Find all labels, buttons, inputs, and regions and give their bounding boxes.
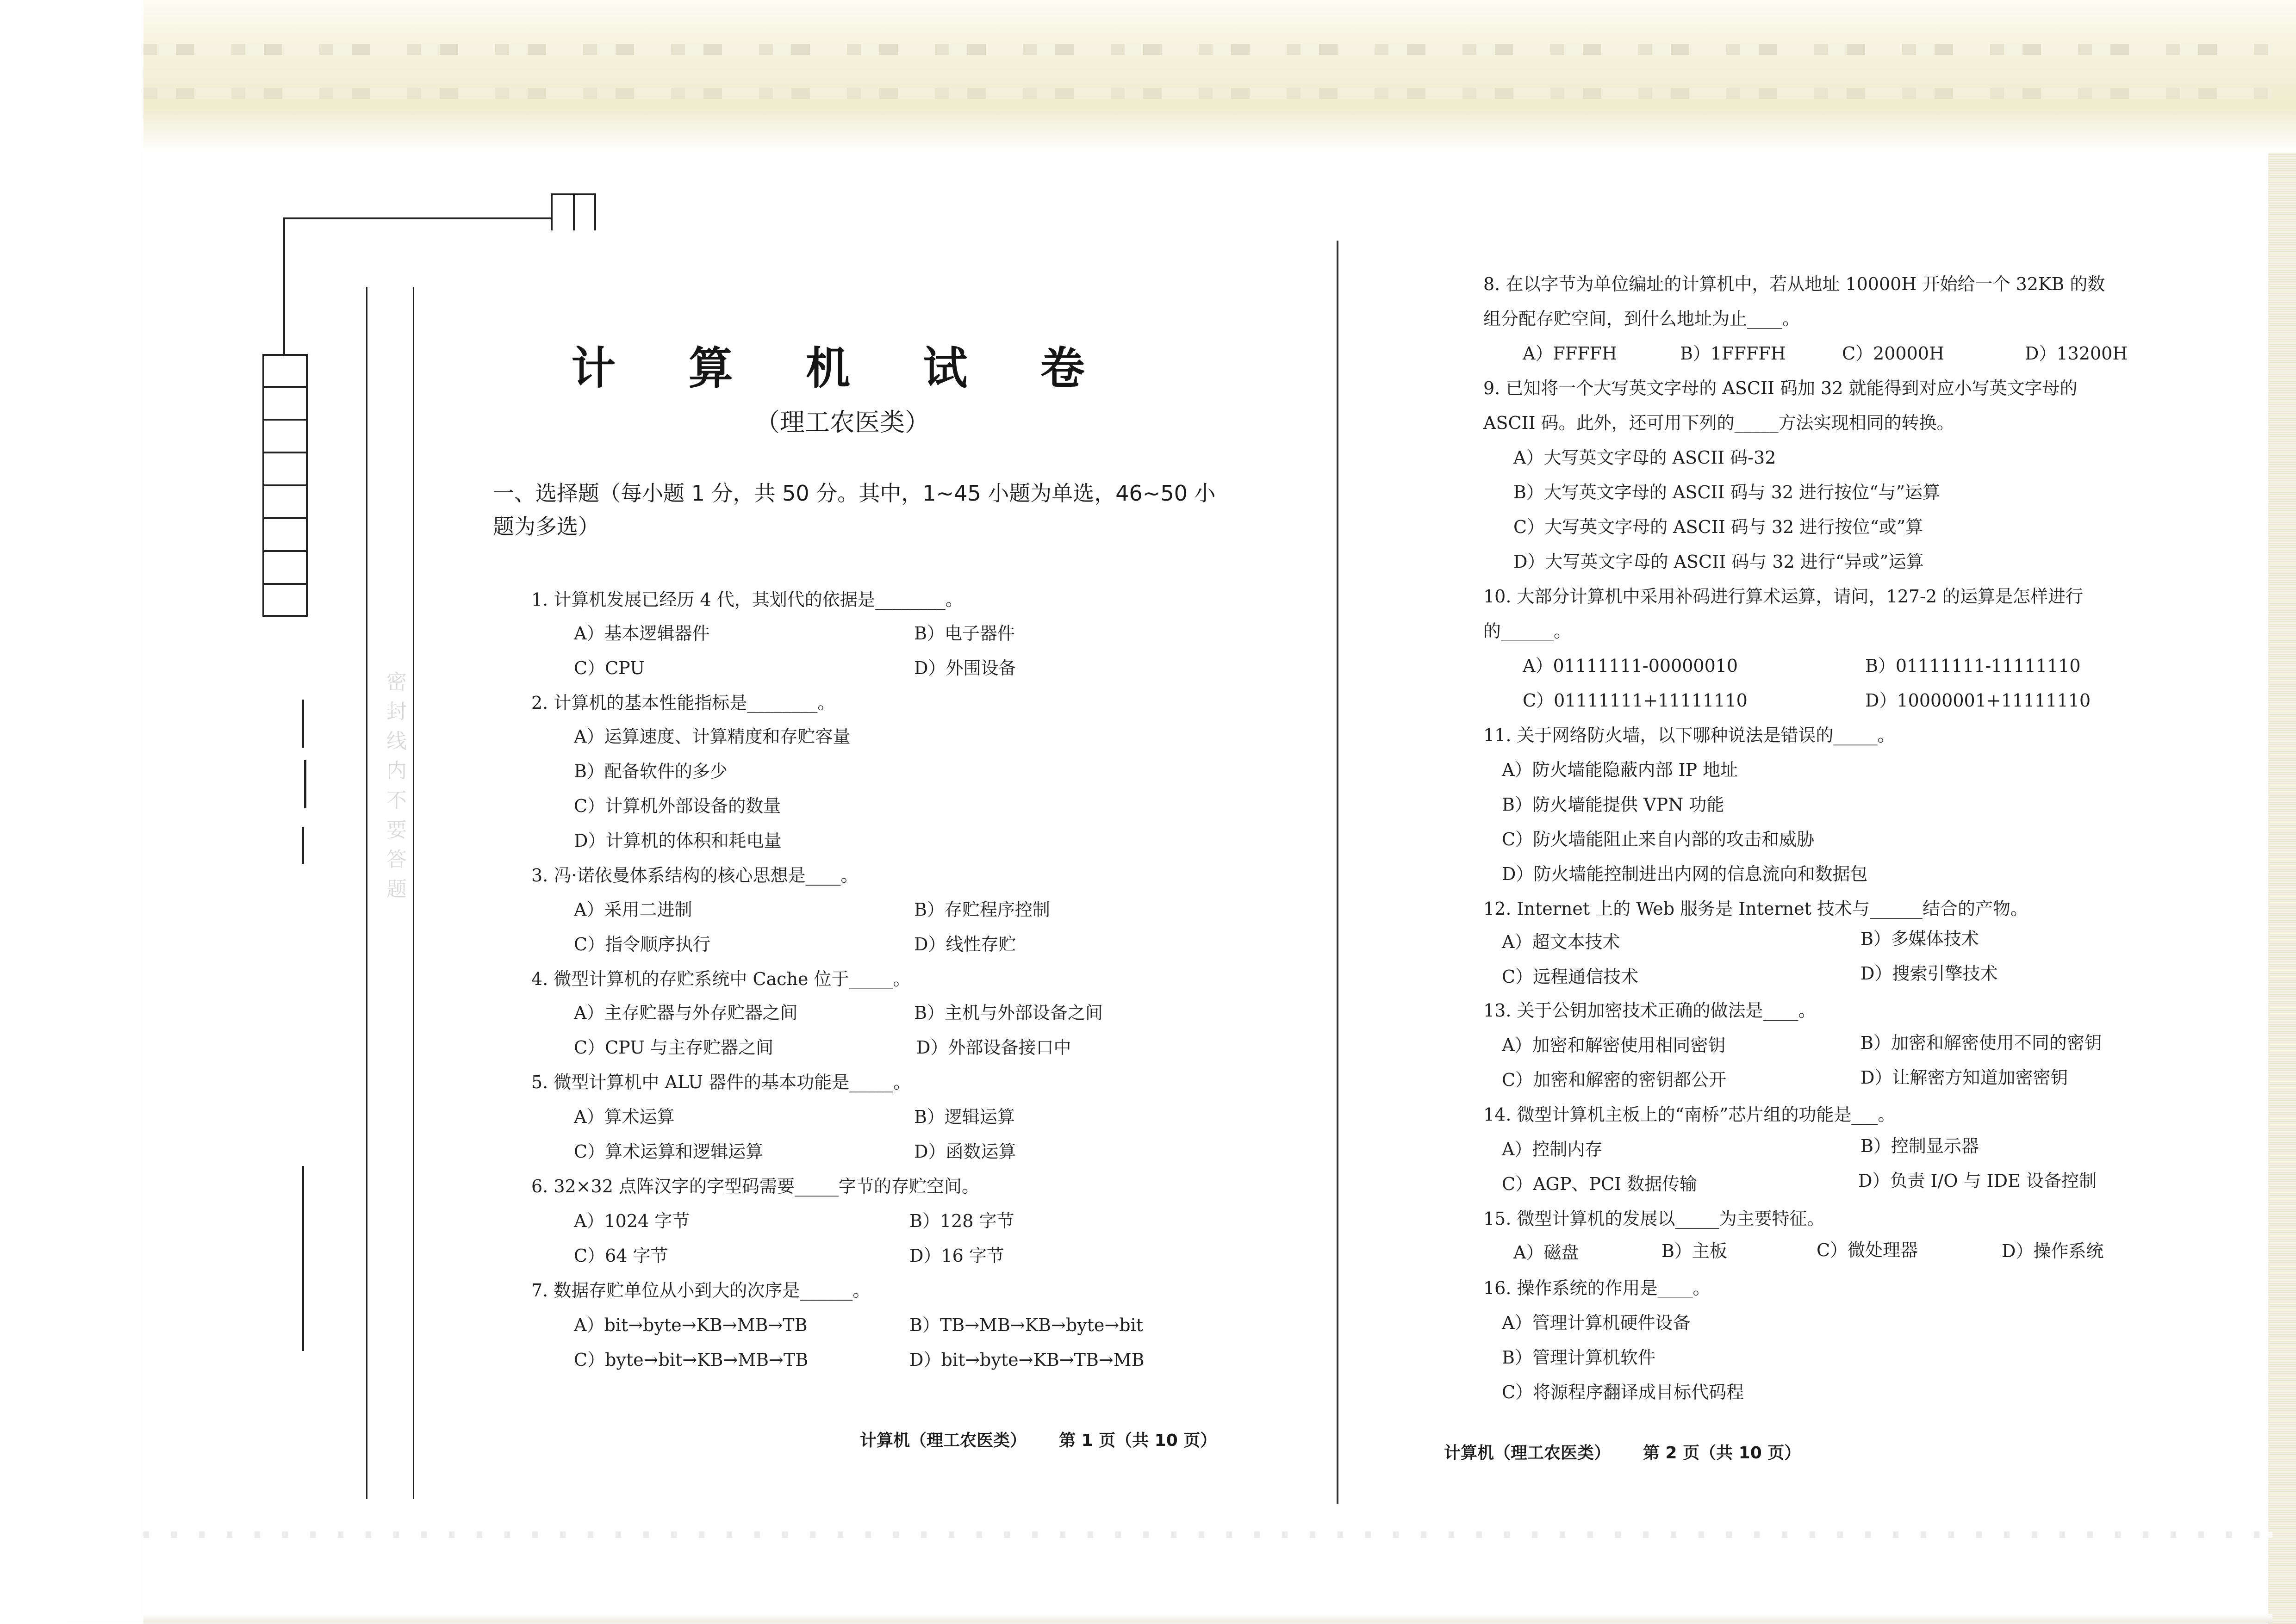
- option-9a: A）大写英文字母的 ASCII 码-32: [1513, 447, 1776, 468]
- option-13d: D）让解密方知道加密密钥: [1860, 1067, 2068, 1088]
- question-number: 7.: [531, 1280, 548, 1301]
- question-15: 15. 微型计算机的发展以_____为主要特征。: [1483, 1209, 1825, 1229]
- exam-title: 计 算 机 试 卷: [571, 342, 1114, 394]
- option-1b: B）电子器件: [914, 623, 1015, 644]
- option-6b: B）128 字节: [909, 1211, 1014, 1231]
- option-1d: D）外围设备: [914, 658, 1016, 678]
- option-10b: B）01111111-11111110: [1865, 656, 2081, 676]
- question-stem: 冯·诺依曼体系结构的核心思想是____。: [554, 865, 859, 886]
- question-14: 14. 微型计算机主板上的“南桥”芯片组的功能是___。: [1483, 1104, 1896, 1125]
- scan-bottom-shadow: [143, 1614, 2272, 1624]
- question-1: [531, 589, 963, 611]
- option-12b: B）多媒体技术: [1860, 929, 1979, 949]
- option-4a: A）主存贮器与外存贮器之间: [574, 1003, 798, 1023]
- question-5: [531, 1071, 911, 1093]
- question-stem: 微型计算机的存贮系统中 Cache 位于_____。: [554, 969, 911, 989]
- binding-frame-left: [283, 217, 285, 356]
- option-9b: B）大写英文字母的 ASCII 码与 32 进行按位“与”运算: [1513, 482, 1941, 502]
- option-13a: A）加密和解密使用相同密钥: [1502, 1035, 1726, 1055]
- option-15b: B）主板: [1661, 1241, 1727, 1261]
- option-11c: C）防火墙能阻止来自内部的攻击和威胁: [1502, 829, 1815, 849]
- seat-cell: [262, 354, 308, 387]
- page-1-footer: [860, 1427, 1217, 1451]
- question-9-line-1: 9. 已知将一个大写英文字母的 ASCII 码加 32 就能得到对应小写英文字母的: [1483, 378, 2078, 398]
- page-2-footer: [1444, 1440, 1801, 1463]
- scan-top-strip: [0, 0, 2296, 153]
- option-13b: B）加密和解密使用不同的密钥: [1860, 1033, 2102, 1053]
- fill-line: [302, 700, 304, 748]
- footer-subject: 计算机（理工农医类）: [860, 1431, 1027, 1450]
- question-10-line-1: 10. 大部分计算机中采用补码进行算术运算，请问，127-2 的运算是怎样进行: [1483, 586, 2084, 607]
- question-number: 1.: [531, 589, 548, 610]
- question-stem: 计算机发展已经历 4 代，其划代的依据是________。: [554, 589, 963, 610]
- question-8-line-2: 组分配存贮空间，到什么地址为止____。: [1483, 309, 1800, 329]
- faded-binding-text: 密封线内不要答题: [383, 671, 406, 908]
- option-13c: C）加密和解密的密钥都公开: [1502, 1070, 1727, 1090]
- question-2: [531, 692, 835, 714]
- question-stem: 微型计算机中 ALU 器件的基本功能是_____。: [554, 1072, 911, 1092]
- option-16c: C）将源程序翻译成目标代码程: [1502, 1382, 1744, 1402]
- question-10-line-2: 的______。: [1483, 621, 1572, 641]
- question-7: [531, 1279, 870, 1302]
- option-4c: C）CPU 与主存贮器之间: [574, 1037, 774, 1058]
- exam-subtitle: （理工农医类）: [755, 408, 930, 437]
- option-14b: B）控制显示器: [1860, 1136, 1979, 1156]
- binding-line-outer: [413, 287, 414, 1499]
- score-box: [573, 193, 596, 230]
- option-16b: B）管理计算机软件: [1502, 1347, 1655, 1368]
- option-3d: D）线性存贮: [914, 934, 1016, 955]
- question-stem: 32×32 点阵汉字的字型码需要_____字节的存贮空间。: [554, 1176, 979, 1196]
- question-number: 3.: [531, 865, 548, 886]
- option-7d: D）bit→byte→KB→TB→MB: [909, 1350, 1145, 1370]
- option-9d: D）大写英文字母的 ASCII 码与 32 进行“异或”运算: [1513, 552, 1924, 572]
- question-4: [531, 968, 911, 990]
- option-11b: B）防火墙能提供 VPN 功能: [1502, 794, 1724, 815]
- option-12c: C）远程通信技术: [1502, 967, 1639, 987]
- scan-streak: [143, 88, 2272, 99]
- option-2b: B）配备软件的多少: [574, 761, 728, 781]
- option-10a: A）01111111-00000010: [1523, 656, 1738, 676]
- question-number: 6.: [531, 1176, 548, 1196]
- seat-cell: [262, 584, 308, 617]
- option-9c: C）大写英文字母的 ASCII 码与 32 进行按位“或”算: [1513, 517, 1923, 537]
- option-8b: B）1FFFFH: [1680, 343, 1786, 364]
- option-5c: C）算术运算和逻辑运算: [574, 1141, 764, 1162]
- question-8-line-1: 8. 在以字节为单位编址的计算机中，若从地址 10000H 开始给一个 32KB 的数: [1483, 274, 2105, 294]
- score-box: [551, 193, 575, 230]
- seat-cell: [262, 551, 308, 584]
- scan-right-edge: [2268, 153, 2296, 1624]
- question-stem: 数据存贮单位从小到大的次序是______。: [554, 1280, 871, 1301]
- option-14c: C）AGP、PCI 数据传输: [1502, 1174, 1698, 1194]
- page-divider: [1337, 241, 1338, 1504]
- option-10d: D）10000001+11111110: [1865, 690, 2091, 711]
- footer-subject: 计算机（理工农医类）: [1444, 1444, 1611, 1463]
- section-heading-line-1: 一、选择题（每小题 1 分，共 50 分。其中，1~45 小题为单选，46~50 小: [493, 481, 1216, 506]
- scan-streak: [143, 44, 2272, 55]
- question-13: 13. 关于公钥加密技术正确的做法是____。: [1483, 1000, 1816, 1021]
- option-2c: C）计算机外部设备的数量: [574, 796, 781, 816]
- scan-left-edge: [0, 0, 143, 1624]
- option-3b: B）存贮程序控制: [914, 899, 1050, 920]
- seat-number-cells: [262, 354, 308, 617]
- question-number: 4.: [531, 969, 548, 989]
- question-11: 11. 关于网络防火墙，以下哪种说法是错误的_____。: [1483, 725, 1895, 745]
- option-8d: D）13200H: [2025, 343, 2128, 364]
- seat-cell: [262, 387, 308, 420]
- option-14d: D）负责 I/O 与 IDE 设备控制: [1858, 1171, 2097, 1191]
- option-12a: A）超文本技术: [1502, 932, 1620, 952]
- fill-line: [302, 1166, 304, 1351]
- question-9-line-2: ASCII 码。此外，还可用下列的_____方法实现相同的转换。: [1483, 413, 1954, 433]
- option-5d: D）函数运算: [914, 1141, 1016, 1162]
- scan-bottom-strip: [143, 1531, 2272, 1538]
- option-15d: D）操作系统: [2002, 1241, 2104, 1261]
- option-7a: A）bit→byte→KB→MB→TB: [574, 1315, 808, 1335]
- option-2d: D）计算机的体积和耗电量: [574, 831, 782, 851]
- seat-cell: [262, 420, 308, 452]
- option-5a: A）算术运算: [574, 1107, 675, 1127]
- question-stem: 计算机的基本性能指标是________。: [554, 693, 835, 713]
- section-heading: [493, 477, 1224, 543]
- seat-cell: [262, 485, 308, 518]
- option-5b: B）逻辑运算: [914, 1107, 1015, 1127]
- question-number: 5.: [531, 1072, 548, 1092]
- option-7b: B）TB→MB→KB→byte→bit: [909, 1315, 1144, 1335]
- option-6c: C）64 字节: [574, 1246, 668, 1266]
- option-1a: A）基本逻辑器件: [574, 623, 710, 644]
- question-12: 12. Internet 上的 Web 服务是 Internet 技术与______结合的产物。: [1483, 899, 2028, 919]
- option-4d: D）外部设备接口中: [916, 1037, 1071, 1058]
- question-number: 2.: [531, 693, 548, 713]
- question-3: [531, 864, 858, 886]
- option-11d: D）防火墙能控制进出内网的信息流向和数据包: [1502, 864, 1868, 884]
- seat-cell: [262, 518, 308, 551]
- option-2a: A）运算速度、计算精度和存贮容量: [574, 726, 851, 747]
- option-3a: A）采用二进制: [574, 899, 692, 920]
- option-15a: A）磁盘: [1513, 1242, 1579, 1263]
- option-16a: A）管理计算机硬件设备: [1502, 1313, 1691, 1333]
- option-6a: A）1024 字节: [574, 1211, 690, 1231]
- option-3c: C）指令顺序执行: [574, 934, 711, 955]
- seat-cell: [262, 452, 308, 485]
- binding-frame-top: [283, 217, 554, 219]
- footer-page-number: 第 2 页（共 10 页）: [1643, 1444, 1801, 1463]
- option-15c: C）微处理器: [1817, 1240, 1918, 1260]
- option-8a: A）FFFFH: [1523, 343, 1618, 364]
- section-heading-line-2: 题为多选）: [493, 514, 599, 539]
- fill-line: [302, 827, 304, 864]
- option-1c: C）CPU: [574, 658, 645, 678]
- option-8c: C）20000H: [1842, 343, 1945, 364]
- option-7c: C）byte→bit→KB→MB→TB: [574, 1350, 809, 1370]
- fill-line: [304, 760, 306, 808]
- option-6d: D）16 字节: [909, 1246, 1004, 1266]
- option-10c: C）01111111+11111110: [1523, 690, 1748, 711]
- option-4b: B）主机与外部设备之间: [914, 1003, 1103, 1023]
- option-14a: A）控制内存: [1502, 1139, 1603, 1159]
- footer-page-number: 第 1 页（共 10 页）: [1059, 1431, 1217, 1450]
- option-12d: D）搜索引擎技术: [1860, 963, 1998, 984]
- question-6: [531, 1175, 979, 1197]
- binding-line-inner: [366, 287, 367, 1499]
- question-16: 16. 操作系统的作用是____。: [1483, 1278, 1711, 1298]
- option-11a: A）防火墙能隐蔽内部 IP 地址: [1502, 760, 1738, 780]
